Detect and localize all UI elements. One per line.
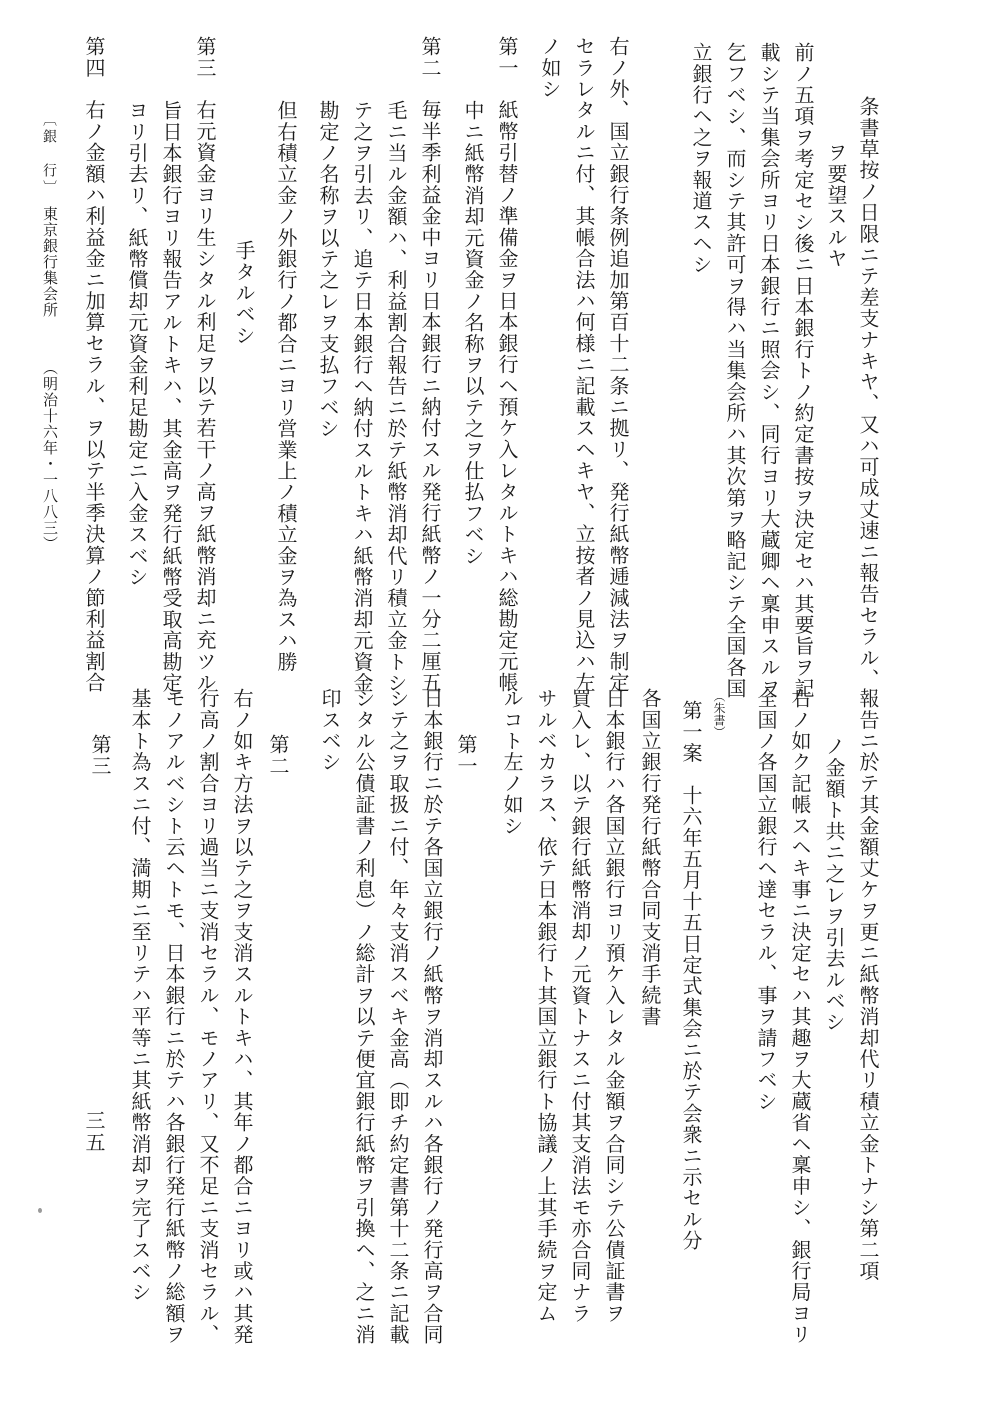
text-column: 立銀行ヘ之ヲ報道スヘシ [689,42,713,276]
text-column: 右ノ如キ方法ヲ以テ之ヲ支消スルトキハ、其年ノ都合ニヨリ或ハ其発 [230,688,254,1346]
document-title: 各国立銀行発行紙幣合同支消手続書 [638,688,662,1028]
article-heading: 第二 [266,734,290,777]
article-heading: 第一 紙幣引替ノ準備金ヲ日本銀行ヘ預ケ入レタルトキハ総勘定元帳 [495,36,519,694]
text-column: 行高ノ割合ヨリ過当ニ支消セラル、モノアリ、又不足ニ支消セラル、 [196,688,220,1346]
text-column: ルコト左ノ如シ [500,688,524,837]
text-column: 印スベシ [318,688,342,773]
section-heading: 第一案 十六年五月十五日定式集会ニ於テ会衆ニ示セル分 [679,700,703,1252]
article-heading: 第四 右ノ金額ハ利益金ニ加算セラル、ヲ以テ半季決算ノ節利益割合 [82,36,106,694]
text-column: テ之ヲ引去リ、追テ日本銀行ヘ納付スルトキハ紙幣消却元資金 [350,100,374,694]
text-column: 勘定ノ名称ヲ以テ之レヲ支払フベシ [316,100,340,440]
text-column: 右ノ如ク記帳スヘキ事ニ決定セハ其趣ヲ大蔵省ヘ稟申シ、銀行局ヨリ [788,688,812,1346]
text-column: 基本ト為スニ付、満期ニ至リテハ平等ニ其紙幣消却ヲ完了スベシ [128,688,152,1303]
text-column: 中ニ紙幣消却元資金ノ名称ヲ以テ之ヲ仕払フベシ [461,100,485,567]
page-number: 三五 [82,1110,106,1154]
red-ink-annotation: （朱書） [712,690,726,738]
text-column: 日本銀行ハ各国立銀行ヨリ預ケ入レタル金額ヲ合同シテ公債証書ヲ [602,688,626,1324]
text-column: 買入レ、以テ銀行紙幣消却ノ元資トナスニ付其支消法モ亦合同ナラ [568,688,592,1324]
text-column: 毛ニ当ル金額ハ、利益割合報告ニ於テ紙幣消却代リ積立金トシ [384,100,408,694]
text-column: 前ノ五項ヲ考定セシ後ニ日本銀行トノ約定書按ヲ決定セハ其要旨ヲ記 [791,42,815,700]
text-column: 旨日本銀行ヨリ報告アルトキハ、其金高ヲ発行紙幣受取高勘定 [159,100,183,694]
text-column: セラレタルニ付、其帳合法ハ何様ニ記載スヘキヤ、立按者ノ見込ハ左 [572,36,596,694]
text-column: シタル公債証書ノ利息）ノ総計ヲ以テ便宜銀行紙幣ヲ引換ヘ、之ニ消 [352,688,376,1346]
text-column: 報告ニ於テ其金額丈ケヲ更ニ紙幣消却代リ積立金トナシ第二項 [856,688,880,1282]
text-column: 条書草按ノ日限ニテ差支ナキヤ、又ハ可成丈速ニ報告セラル、 [856,96,880,690]
text-column: モノアルベシト云ヘトモ、日本銀行ニ於テハ各銀行発行紙幣ノ総額ヲ [162,688,186,1346]
text-column: 載シテ当集会所ヨリ日本銀行ニ照会シ、同行ヨリ大蔵卿ヘ稟申スルヲ [757,42,781,700]
article-heading: 第三 [88,734,112,777]
text-column: ヲ要望スルヤ [824,142,848,270]
footer-section: 〔銀 行〕 [41,112,57,197]
scan-speck [38,1208,42,1213]
text-column: 手タルベシ [232,240,256,346]
text-column: 但右積立金ノ外銀行ノ都合ニヨリ営業上ノ積立金ヲ為スハ勝 [274,100,298,673]
text-column: 右ノ外、国立銀行条例追加第百十二条ニ拠リ、発行紙幣逓減法ヲ制定 [606,36,630,694]
text-column: ヨリ引去リ、紙幣償却元資金利足勘定ニ入金スベシ [125,100,149,588]
article-heading: 第三 右元資金ヨリ生シタル利足ヲ以テ若干ノ高ヲ紙幣消却ニ充ツル [193,36,217,694]
text-column: ノ如シ [538,36,562,100]
text-column: 乞フベシ、而シテ其許可ヲ得ハ当集会所ハ其次第ヲ略記シテ全国各国 [723,42,747,700]
article-heading: 第二 毎半季利益金中ヨリ日本銀行ニ納付スル発行紙幣ノ一分二厘五 [418,36,442,694]
text-column: 全国ノ各国立銀行ヘ達セラル、事ヲ請フベシ [754,688,778,1112]
text-column: ノ金額ト共ニ之レヲ引去ルベシ [822,736,846,1033]
footer-source: 東京銀行集会所 [41,206,59,318]
article-heading: 第一 [454,734,478,777]
text-column: サルベカラス、依テ日本銀行ト其国立銀行ト協議ノ上其手続ヲ定ム [534,688,558,1324]
text-column: シテ之ヲ取扱ニ付、年々支消スベキ金高（即チ約定書第十二条ニ記載 [386,688,410,1346]
footer-date: （明治十六年・一八八三） [41,360,59,552]
text-column: 日本銀行ニ於テ各国立銀行ノ紙幣ヲ消却スルハ各銀行ノ発行高ヲ合同 [420,688,444,1346]
